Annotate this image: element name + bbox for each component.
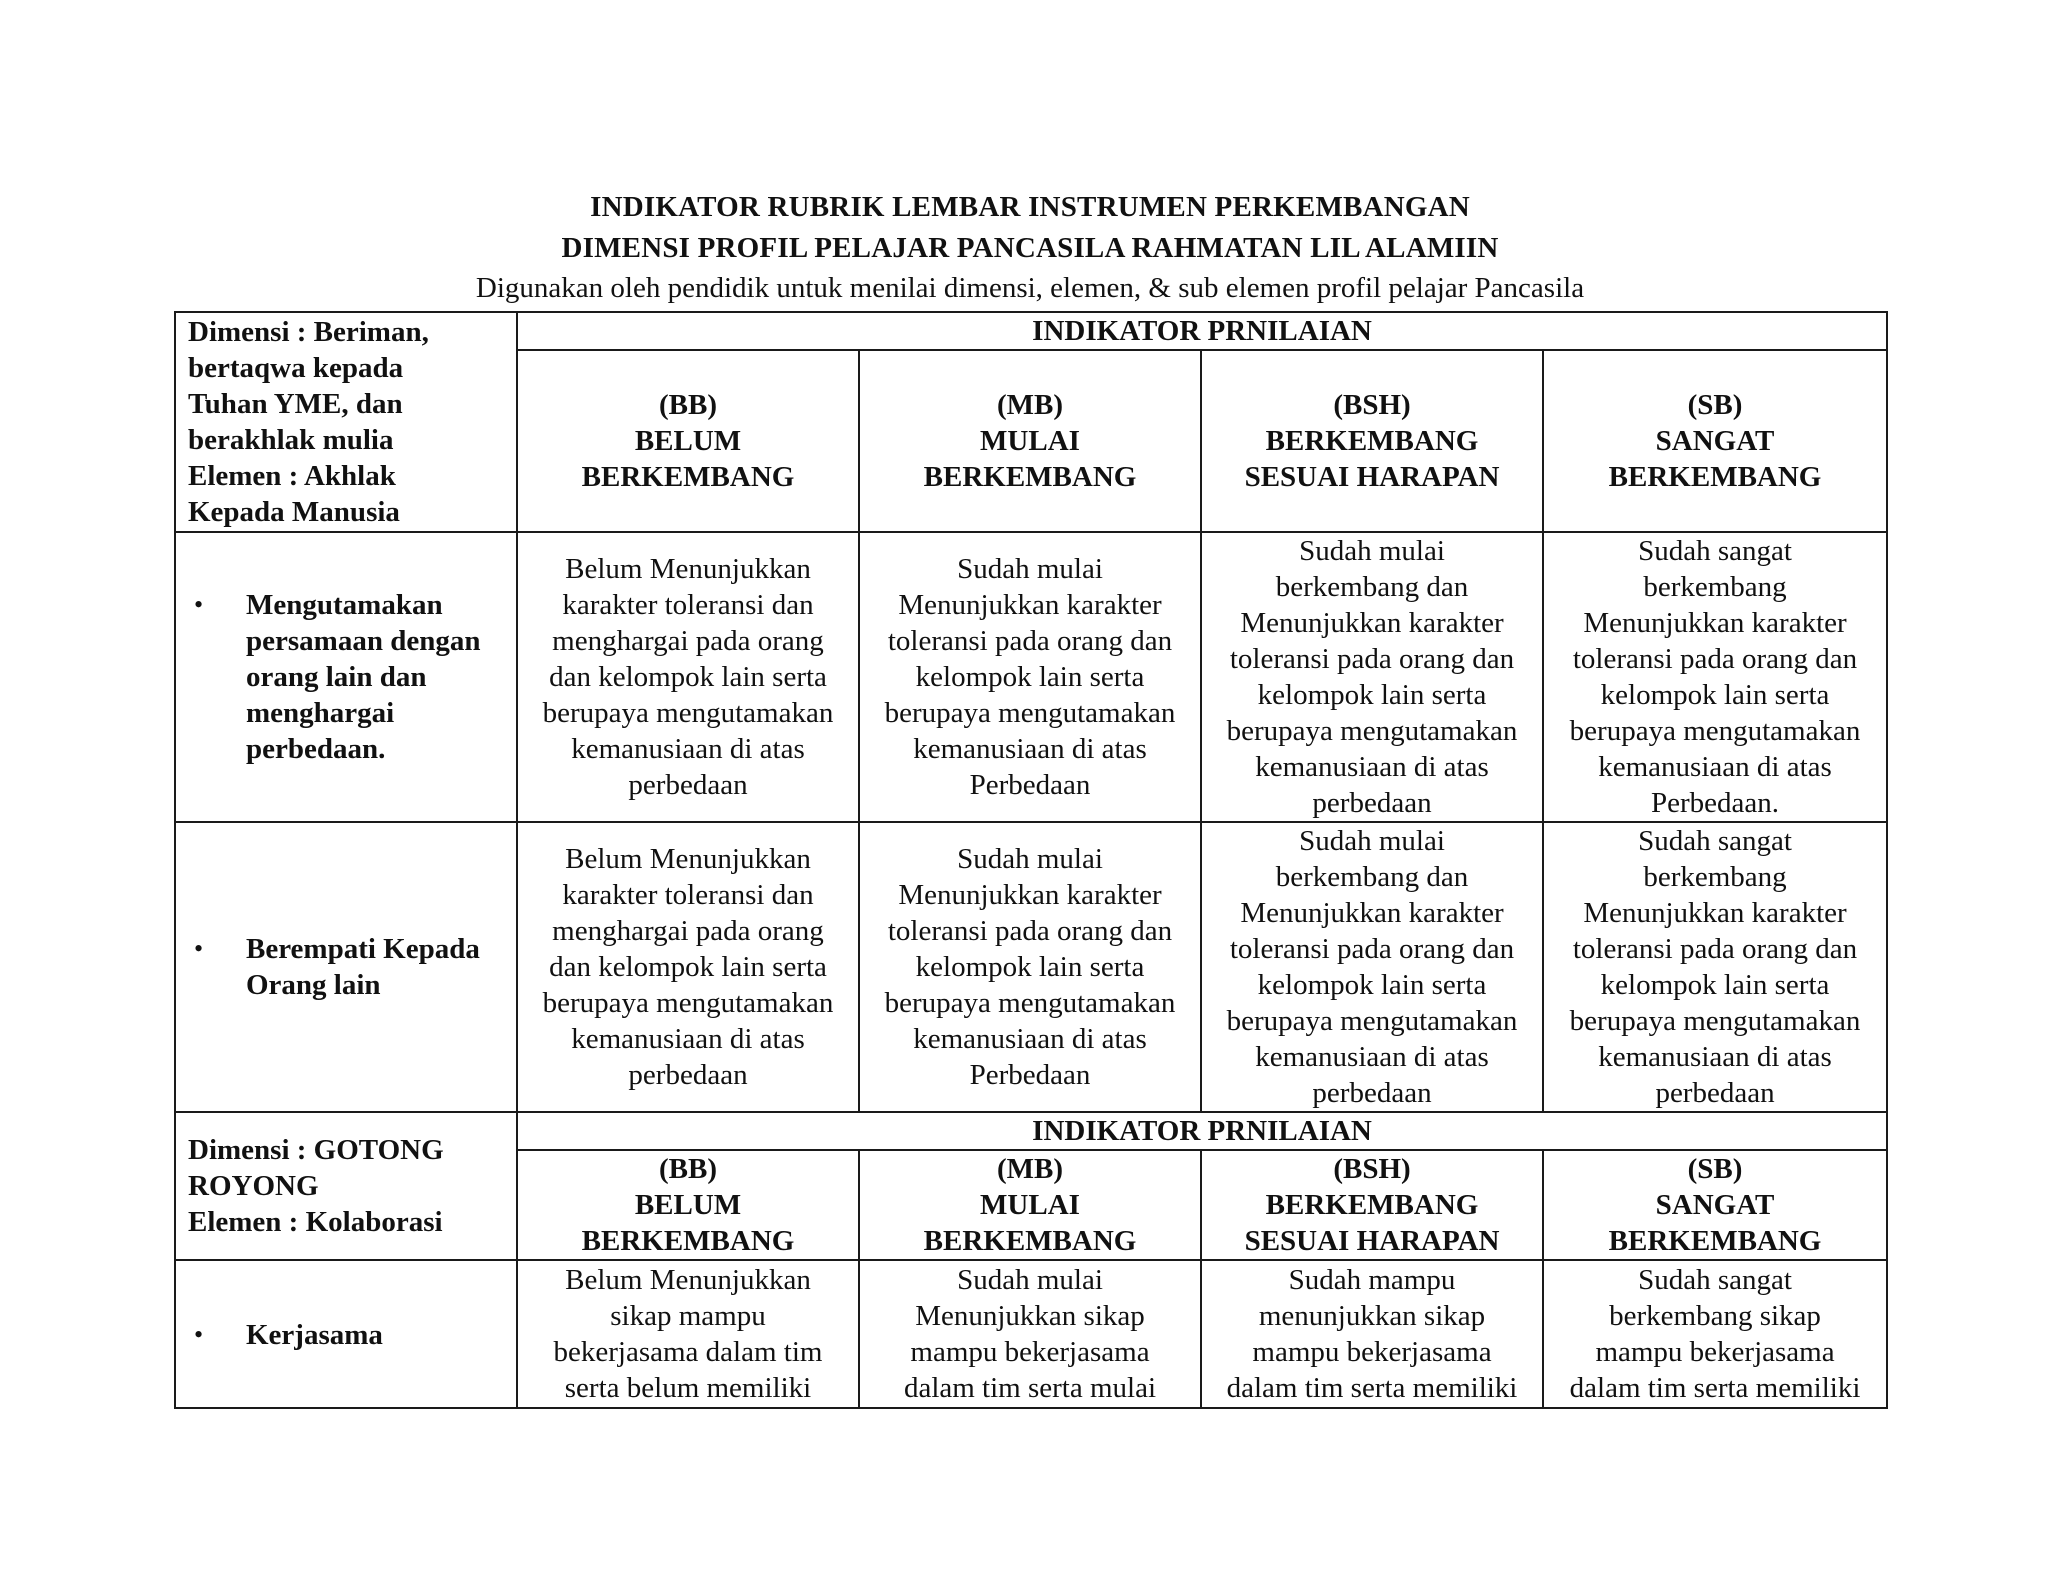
description-line: toleransi pada orang dan xyxy=(1229,933,1515,965)
description-line: sikap mampu xyxy=(610,1300,766,1332)
description-line: Belum Menunjukkan xyxy=(565,1264,811,1296)
description-line: toleransi pada orang dan xyxy=(1572,643,1858,675)
description-line: dalam tim serta memiliki xyxy=(1569,1372,1861,1404)
description-line: Menunjukkan karakter xyxy=(1583,897,1847,929)
dimension-line: Elemen : Akhlak xyxy=(188,460,396,492)
level-label-line: BERKEMBANG xyxy=(1265,1189,1479,1221)
sub-element-line: Orang lain xyxy=(246,969,381,1001)
description-line: dalam tim serta mulai xyxy=(903,1372,1157,1404)
description-line: toleransi pada orang dan xyxy=(1572,933,1858,965)
bullet-icon: • xyxy=(194,590,204,619)
bullet-icon: • xyxy=(194,934,204,963)
description-line: Sudah mulai xyxy=(1299,825,1445,857)
description-line: berkembang sikap xyxy=(1609,1300,1821,1332)
dimension-line: Elemen : Kolaborasi xyxy=(188,1206,443,1238)
level-label-line: MULAI xyxy=(980,425,1080,457)
description-line: perbedaan xyxy=(628,1059,748,1091)
description-line: Menunjukkan karakter xyxy=(1583,607,1847,639)
dimension-line: Dimensi : GOTONG xyxy=(188,1134,444,1166)
level-label-line: MULAI xyxy=(980,1189,1080,1221)
description-line: perbedaan xyxy=(1312,787,1432,819)
sub-element-line: Kerjasama xyxy=(246,1319,383,1351)
description-line: kemanusiaan di atas xyxy=(913,1023,1147,1055)
description-line: berupaya mengutamakan xyxy=(542,987,834,1019)
sub-element-line: Mengutamakan xyxy=(246,589,443,621)
level-label-line: SANGAT xyxy=(1655,1189,1775,1221)
level-code: (BSH) xyxy=(1333,1153,1411,1185)
description-line: kemanusiaan di atas xyxy=(1598,1041,1832,1073)
description-line: berkembang xyxy=(1643,861,1787,893)
sub-element-line: menghargai xyxy=(246,697,395,729)
description-line: dan kelompok lain serta xyxy=(549,661,827,693)
level-label-line: SESUAI HARAPAN xyxy=(1244,461,1500,493)
description-line: karakter toleransi dan xyxy=(562,589,814,621)
dimension-line: Dimensi : Beriman, xyxy=(188,316,429,348)
dimension-line: Tuhan YME, dan xyxy=(188,388,403,420)
description-line: berkembang dan xyxy=(1275,571,1469,603)
level-label-line: BELUM xyxy=(634,1189,742,1221)
document-subtitle: Digunakan oleh pendidik untuk menilai dimensi, elemen, & sub elemen profil pelajar Pancasila xyxy=(475,272,1585,304)
description-sb xyxy=(1543,1260,1887,1408)
description-mb xyxy=(859,532,1201,822)
level-sb-header xyxy=(1543,1150,1887,1260)
description-line: Menunjukkan sikap xyxy=(915,1300,1145,1332)
level-label-line: BERKEMBANG xyxy=(923,1225,1137,1257)
description-line: perbedaan xyxy=(1655,1077,1775,1109)
level-sb-header xyxy=(1543,350,1887,532)
description-line: Sudah sangat xyxy=(1638,1264,1792,1296)
level-code: (BSH) xyxy=(1333,389,1411,421)
level-label-line: BERKEMBANG xyxy=(1608,461,1822,493)
dimension-line: bertaqwa kepada xyxy=(188,352,404,384)
rubric-table xyxy=(174,311,1888,1409)
description-line: Sudah mulai xyxy=(957,843,1103,875)
section1-indicator-title: INDIKATOR PRNILAIAN xyxy=(517,312,1887,350)
sub-element-line: perbedaan. xyxy=(246,733,386,765)
description-line: karakter toleransi dan xyxy=(562,879,814,911)
description-line: menghargai pada orang xyxy=(552,625,824,657)
level-label-line: BERKEMBANG xyxy=(1265,425,1479,457)
sub-element-line: orang lain dan xyxy=(246,661,427,693)
level-code: (MB) xyxy=(996,389,1064,421)
sub-element-cell xyxy=(175,532,517,822)
description-line: mampu bekerjasama xyxy=(910,1336,1150,1368)
description-line: dan kelompok lain serta xyxy=(549,951,827,983)
description-line: perbedaan xyxy=(628,769,748,801)
description-line: Menunjukkan karakter xyxy=(898,589,1162,621)
sub-element-line: Berempati Kepada xyxy=(246,933,480,965)
section1-header-row xyxy=(175,312,1887,350)
description-line: Sudah mampu xyxy=(1288,1264,1456,1296)
sub-element-line: persamaan dengan xyxy=(246,625,481,657)
description-line: serta belum memiliki xyxy=(564,1372,812,1404)
description-line: dalam tim serta memiliki xyxy=(1226,1372,1518,1404)
bullet-icon: • xyxy=(194,1320,204,1349)
level-bsh-header xyxy=(1201,1150,1543,1260)
description-line: kelompok lain serta xyxy=(1600,679,1830,711)
description-line: Sudah sangat xyxy=(1638,535,1792,567)
description-line: kemanusiaan di atas xyxy=(1255,751,1489,783)
level-code: (BB) xyxy=(659,1153,717,1185)
description-mb xyxy=(859,1260,1201,1408)
description-line: berupaya mengutamakan xyxy=(1569,1005,1861,1037)
description-line: kemanusiaan di atas xyxy=(913,733,1147,765)
document-title-line-2: DIMENSI PROFIL PELAJAR PANCASILA RAHMATAN LIL ALAMIIN xyxy=(561,232,1499,264)
description-bsh xyxy=(1201,822,1543,1112)
dimension-line: ROYONG xyxy=(188,1170,319,1202)
description-line: Menunjukkan karakter xyxy=(1240,607,1504,639)
description-line: mampu bekerjasama xyxy=(1595,1336,1835,1368)
level-mb-header xyxy=(859,1150,1201,1260)
section2-header-row xyxy=(175,1112,1887,1150)
level-bb-header xyxy=(517,350,859,532)
level-label-line: BERKEMBANG xyxy=(923,461,1137,493)
description-line: kemanusiaan di atas xyxy=(571,1023,805,1055)
description-line: berupaya mengutamakan xyxy=(884,697,1176,729)
document-title-line-1: INDIKATOR RUBRIK LEMBAR INSTRUMEN PERKEMBANGAN xyxy=(590,191,1470,223)
description-line: Sudah mulai xyxy=(957,553,1103,585)
description-line: berupaya mengutamakan xyxy=(884,987,1176,1019)
level-label-line: BERKEMBANG xyxy=(581,1225,795,1257)
description-line: berupaya mengutamakan xyxy=(542,697,834,729)
table-row xyxy=(175,822,1887,1112)
description-bsh xyxy=(1201,532,1543,822)
level-code: (SB) xyxy=(1687,1153,1743,1185)
description-line: Menunjukkan karakter xyxy=(898,879,1162,911)
description-mb xyxy=(859,822,1201,1112)
description-sb xyxy=(1543,822,1887,1112)
table-row xyxy=(175,532,1887,822)
level-label-line: BERKEMBANG xyxy=(581,461,795,493)
description-line: Sudah sangat xyxy=(1638,825,1792,857)
section2-indicator-title: INDIKATOR PRNILAIAN xyxy=(517,1112,1887,1150)
description-line: kelompok lain serta xyxy=(1257,969,1487,1001)
level-code: (MB) xyxy=(996,1153,1064,1185)
description-line: Sudah mulai xyxy=(1299,535,1445,567)
description-line: toleransi pada orang dan xyxy=(887,915,1173,947)
description-line: berkembang dan xyxy=(1275,861,1469,893)
description-bsh xyxy=(1201,1260,1543,1408)
description-line: menghargai pada orang xyxy=(552,915,824,947)
section2-dimension-cell xyxy=(175,1112,517,1260)
description-line: kelompok lain serta xyxy=(915,661,1145,693)
description-line: Belum Menunjukkan xyxy=(565,553,811,585)
description-line: menunjukkan sikap xyxy=(1258,1300,1486,1332)
level-code: (BB) xyxy=(659,389,717,421)
dimension-line: Kepada Manusia xyxy=(188,496,400,528)
sub-element-cell xyxy=(175,822,517,1112)
description-line: Sudah mulai xyxy=(957,1264,1103,1296)
level-label-line: BELUM xyxy=(634,425,742,457)
level-bsh-header xyxy=(1201,350,1543,532)
level-label-line: BERKEMBANG xyxy=(1608,1225,1822,1257)
description-line: Perbedaan xyxy=(969,769,1091,801)
level-code: (SB) xyxy=(1687,389,1743,421)
description-line: Menunjukkan karakter xyxy=(1240,897,1504,929)
level-bb-header xyxy=(517,1150,859,1260)
description-sb xyxy=(1543,532,1887,822)
description-bb xyxy=(517,1260,859,1408)
dimension-line: berakhlak mulia xyxy=(188,424,394,456)
description-line: berupaya mengutamakan xyxy=(1569,715,1861,747)
description-bb xyxy=(517,532,859,822)
description-line: mampu bekerjasama xyxy=(1252,1336,1492,1368)
description-line: kelompok lain serta xyxy=(915,951,1145,983)
description-line: kelompok lain serta xyxy=(1257,679,1487,711)
description-line: Perbedaan xyxy=(969,1059,1091,1091)
description-line: toleransi pada orang dan xyxy=(1229,643,1515,675)
description-line: kemanusiaan di atas xyxy=(1255,1041,1489,1073)
description-bb xyxy=(517,822,859,1112)
description-line: kemanusiaan di atas xyxy=(1598,751,1832,783)
description-line: toleransi pada orang dan xyxy=(887,625,1173,657)
description-line: kemanusiaan di atas xyxy=(571,733,805,765)
description-line: Belum Menunjukkan xyxy=(565,843,811,875)
level-label-line: SESUAI HARAPAN xyxy=(1244,1225,1500,1257)
level-mb-header xyxy=(859,350,1201,532)
section1-dimension-cell xyxy=(175,312,517,532)
description-line: berupaya mengutamakan xyxy=(1226,1005,1518,1037)
description-line: kelompok lain serta xyxy=(1600,969,1830,1001)
description-line: berkembang xyxy=(1643,571,1787,603)
level-label-line: SANGAT xyxy=(1655,425,1775,457)
description-line: perbedaan xyxy=(1312,1077,1432,1109)
description-line: Perbedaan. xyxy=(1651,787,1780,819)
table-row xyxy=(175,1260,1887,1408)
sub-element-cell xyxy=(175,1260,517,1408)
description-line: berupaya mengutamakan xyxy=(1226,715,1518,747)
description-line: bekerjasama dalam tim xyxy=(553,1336,823,1368)
